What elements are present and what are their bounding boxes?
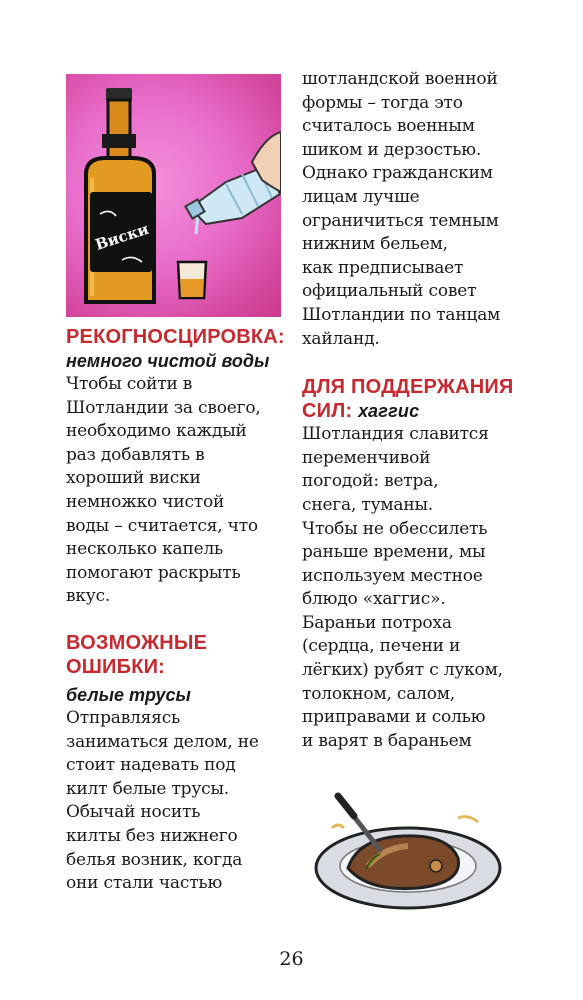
page-number: 26 bbox=[279, 948, 304, 970]
section-body: Шотландия славится переменчивой погодой: ветра, снега, туманы. Чтобы не обессилеть раньше времени, мы используем местное блюдо «хаггис». Бараньи потроха (сердца, печени и лёгких) рубят с луком, толокном, салом, приправами и солью и варят в бараньем bbox=[302, 424, 503, 751]
right-column bbox=[302, 68, 532, 753]
section-reconnaissance bbox=[66, 325, 285, 609]
section-subheading: белые трусы bbox=[66, 684, 191, 705]
glass-icon bbox=[178, 262, 206, 298]
whisky-illustration bbox=[66, 74, 281, 317]
section-body: Отправляясь заниматься делом, не стоит надевать под килт белые трусы. Обычай носить килты без нижнего белья возник, когда они стали частью bbox=[66, 707, 259, 894]
section-heading-line1: ДЛЯ ПОДДЕРЖАНИЯ bbox=[302, 376, 514, 399]
continued-text: шотландской военной формы – тогда это считалось военным шиком и дерзостью. Однако гражданским лицам лучше ограничиться темным нижним бельем, как предписывает официальный совет Шотландии по танцам хайланд. bbox=[302, 69, 501, 349]
section-mistakes bbox=[66, 631, 281, 896]
section-subheading: немного чистой воды bbox=[66, 351, 270, 371]
section-haggis bbox=[302, 375, 532, 753]
section-heading: ВОЗМОЖНЫЕ ОШИБКИ: bbox=[66, 631, 208, 678]
section-body: Чтобы сойти в Шотландии за своего, необходимо каждый раз добавлять в хороший виски немножко чистой воды – считается, что несколько капель помогают раскрыть вкус. bbox=[66, 374, 261, 607]
section-heading-line2: СИЛ: bbox=[302, 400, 353, 423]
water-bottle-icon bbox=[185, 132, 281, 224]
haggis-plate-icon bbox=[308, 788, 508, 918]
section-heading: РЕКОГНОСЦИРОВКА: bbox=[66, 326, 285, 348]
section-subheading: хаггис bbox=[358, 401, 420, 422]
whisky-bottle-icon bbox=[66, 74, 281, 317]
bottle-label: Виски bbox=[93, 219, 151, 254]
left-column bbox=[66, 74, 285, 896]
